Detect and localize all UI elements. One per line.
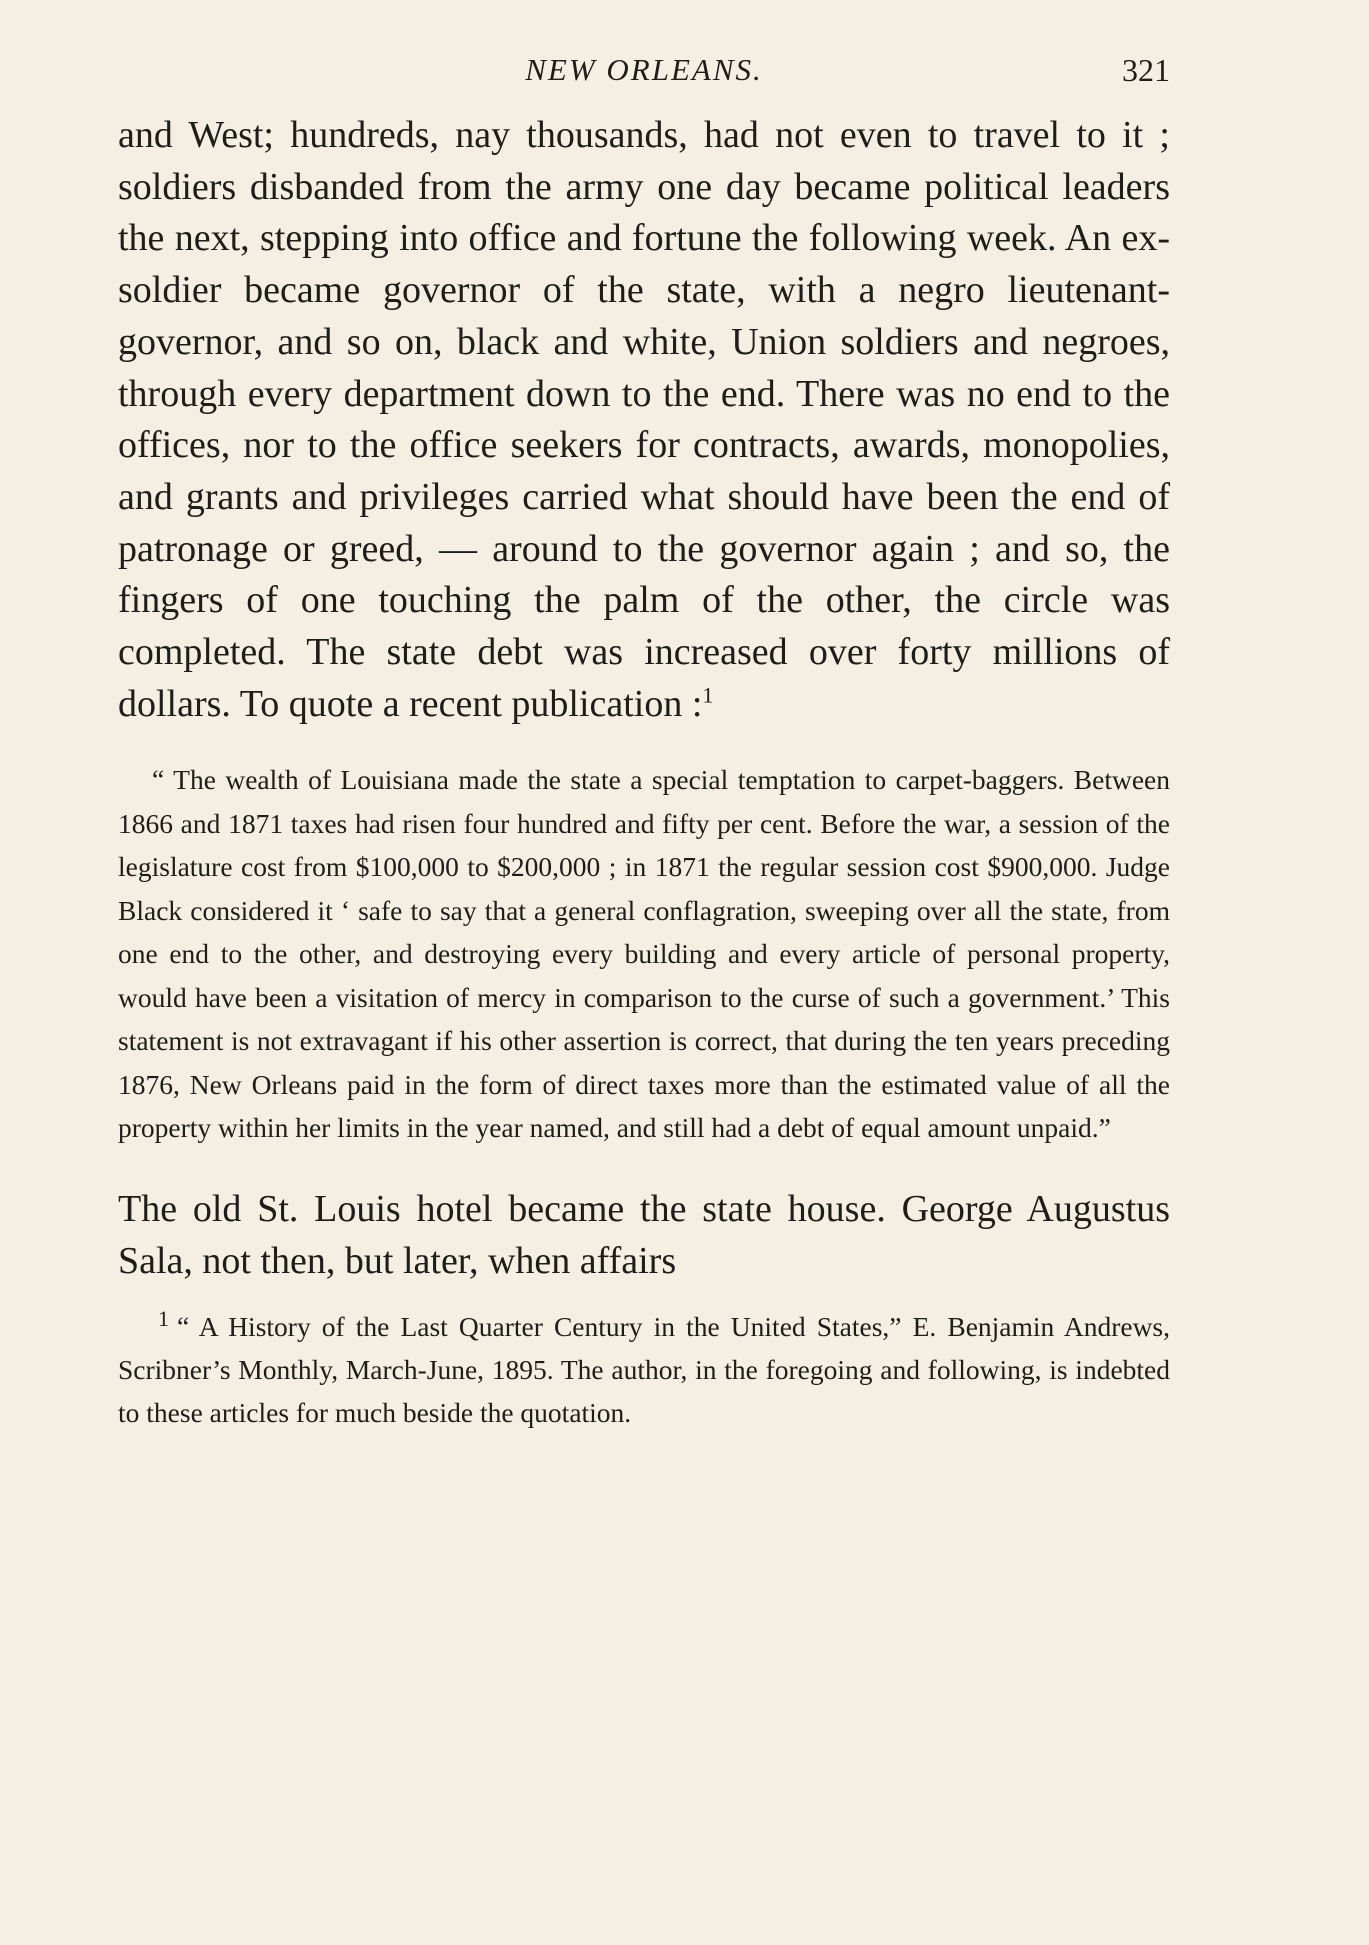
footnote [118,1305,1170,1434]
body-paragraph-1 [118,110,1170,730]
footnote-reference: 1 [702,682,714,708]
book-page [118,48,1170,1434]
body-paragraph-2-text: The old St. Louis hotel became the state house. George Augustus Sala, not then, but later, when affairs [118,1187,1170,1282]
quotation-text: “ The wealth of Louisiana made the state a special temptation to carpet-baggers. Between 1866 and 1871 taxes had risen four hundred and fifty per cent. Before the war, a session of the legislature cost from $100,000 to $200,000 ; in 1871 the regular session cost $900,000. Judge Black considered it ‘ safe to say that a general conflagration, sweeping over all the state, from one end to the other, and destroying every building and every article of personal property, would have been a visitation of mercy in comparison to the curse of such a government.’ This statement is not extravagant if his other assertion is correct, that during the ten years preceding 1876, New Orleans paid in the form of direct taxes more than the estimated value of all the property within her limits in the year named, and still had a debt of equal amount unpaid.” [118,764,1170,1144]
body-paragraph-2 [118,1184,1170,1287]
body-paragraph-1-text: and West; hundreds, nay thousands, had not even to travel to it ; soldiers disbanded from the army one day became political leaders the next, stepping into office and fortune the following week. An ex-soldier became governor of the state, with a negro lieutenant-governor, and so on, black and white, Union soldiers and negroes, through every department down to the end. There was no end to the offices, nor to the office seekers for contracts, awards, monopolies, and grants and privileges carried what should have been the end of patronage or greed, — around to the governor again ; and so, the fingers of one touching the palm of the other, the circle was completed. The state debt was increased over forty millions of dollars. To quote a recent publication : [118,114,1170,725]
page-number: 321 [1122,52,1170,88]
block-quotation [118,758,1170,1150]
footnote-text: “ A History of the Last Quarter Century in the United States,” E. Benjamin Andrews, Scribner’s Monthly, March-June, 1895. The author, in the foregoing and following, is indebted to these articles for much beside the quotation. [118,1311,1170,1429]
running-head: NEW ORLEANS. [525,52,763,87]
page-header [118,48,1170,92]
footnote-mark: 1 [158,1306,169,1332]
quotation-indent [118,764,152,795]
